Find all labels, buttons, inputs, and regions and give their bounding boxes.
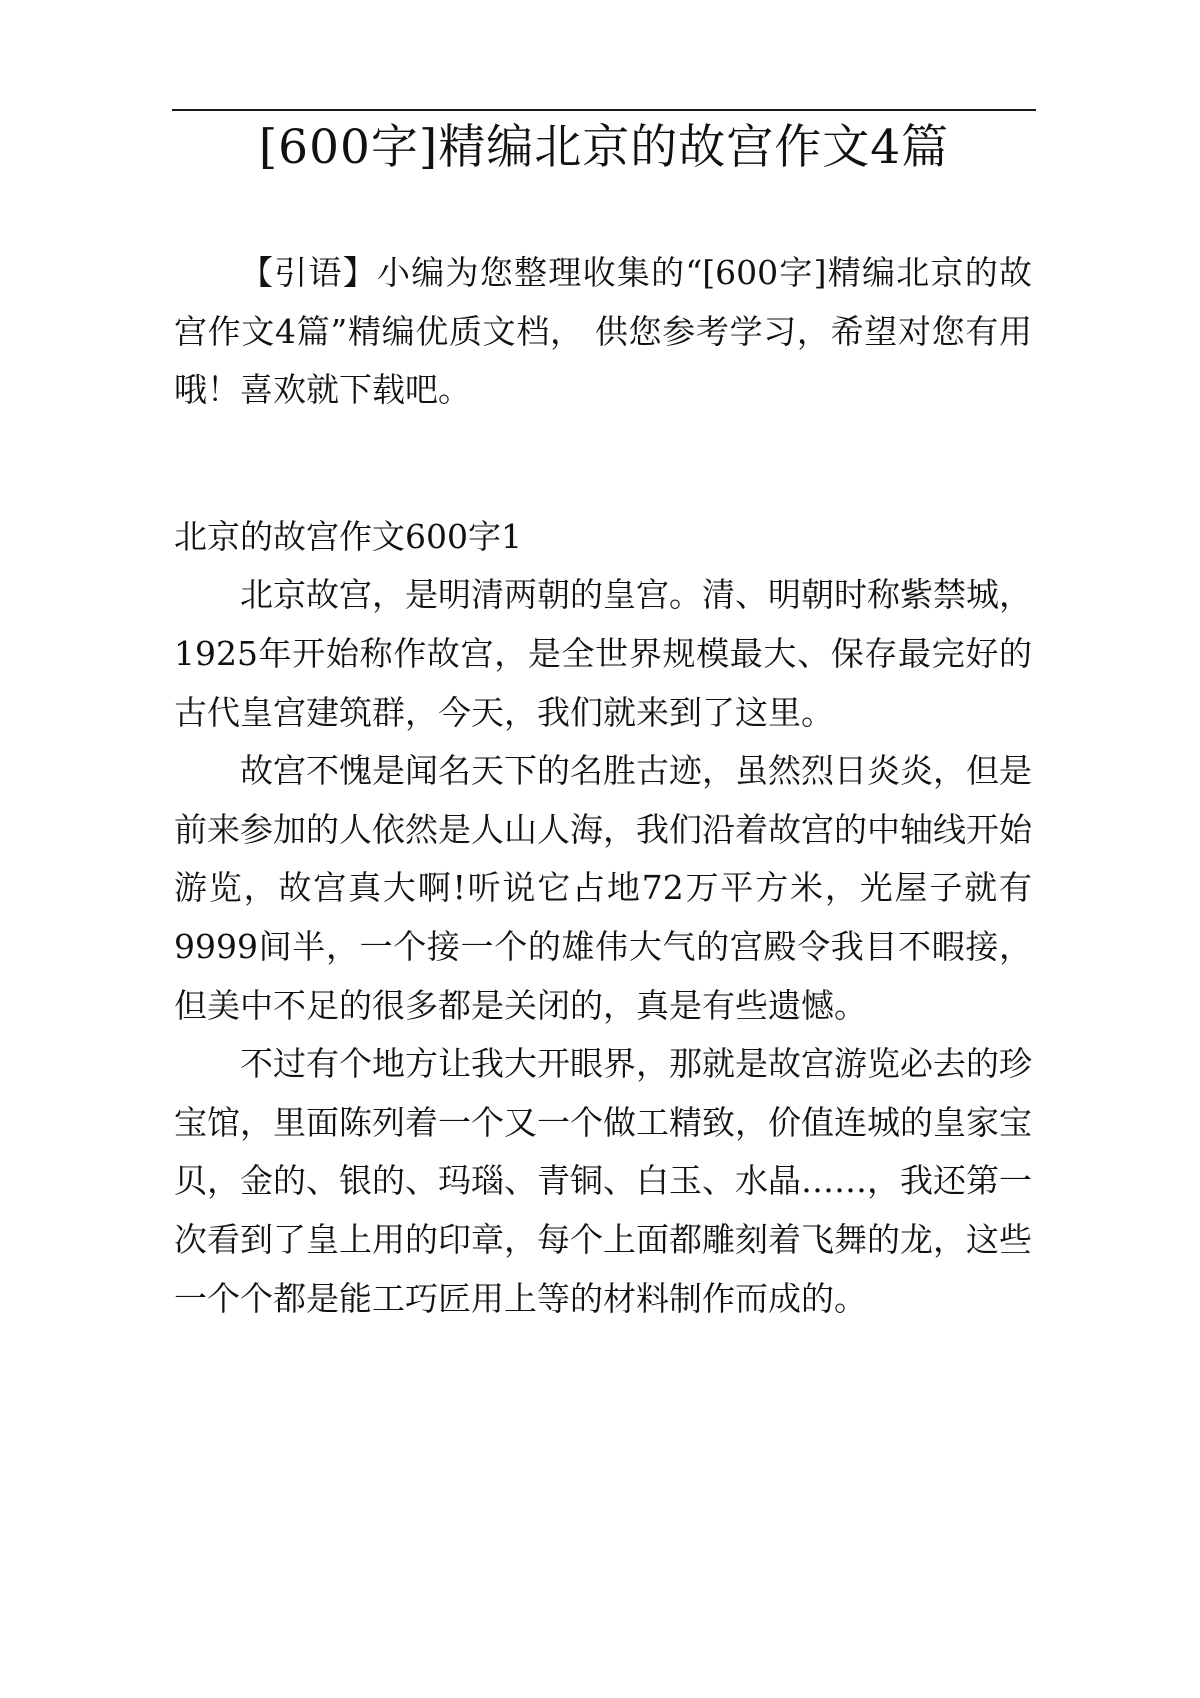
body-paragraph-2: 故宫不愧是闻名天下的名胜古迹，虽然烈日炎炎，但是前来参加的人依然是人山人海，我们沿着故宫的中轴线开始游览，故宫真大啊!听说它占地72万平方米，光屋子就有9999间半，一个接一个的雄伟大气的宫殿令我目不暇接，但美中不足的很多都是关闭的，真是有些遗憾。 [174, 751, 1032, 1025]
document-body [174, 244, 1032, 1328]
body-paragraph-3: 不过有个地方让我大开眼界，那就是故宫游览必去的珍宝馆，里面陈列着一个又一个做工精致，价值连城的皇家宝贝，金的、银的、玛瑙、青铜、白玉、水晶……，我还第一次看到了皇上用的印章，每个上面都雕刻着飞舞的龙，这些一个个都是能工巧匠用上等的材料制作而成的。 [174, 1044, 1032, 1318]
header-rule [172, 109, 1036, 111]
section-spacer [174, 420, 1032, 508]
document-title: [600字]精编北京的故宫作文4篇 [258, 120, 950, 175]
section-heading: 北京的故宫作文600字1 [174, 516, 522, 556]
intro-paragraph: 【引语】小编为您整理收集的“[600字]精编北京的故宫作文4篇”精编优质文档， 供您参考学习，希望对您有用哦！喜欢就下载吧。 [174, 253, 1032, 410]
body-paragraph-1: 北京故宫，是明清两朝的皇宫。清、明朝时称紫禁城，1925年开始称作故宫，是全世界规模最大、保存最完好的古代皇宫建筑群，今天，我们就来到了这里。 [174, 575, 1032, 732]
